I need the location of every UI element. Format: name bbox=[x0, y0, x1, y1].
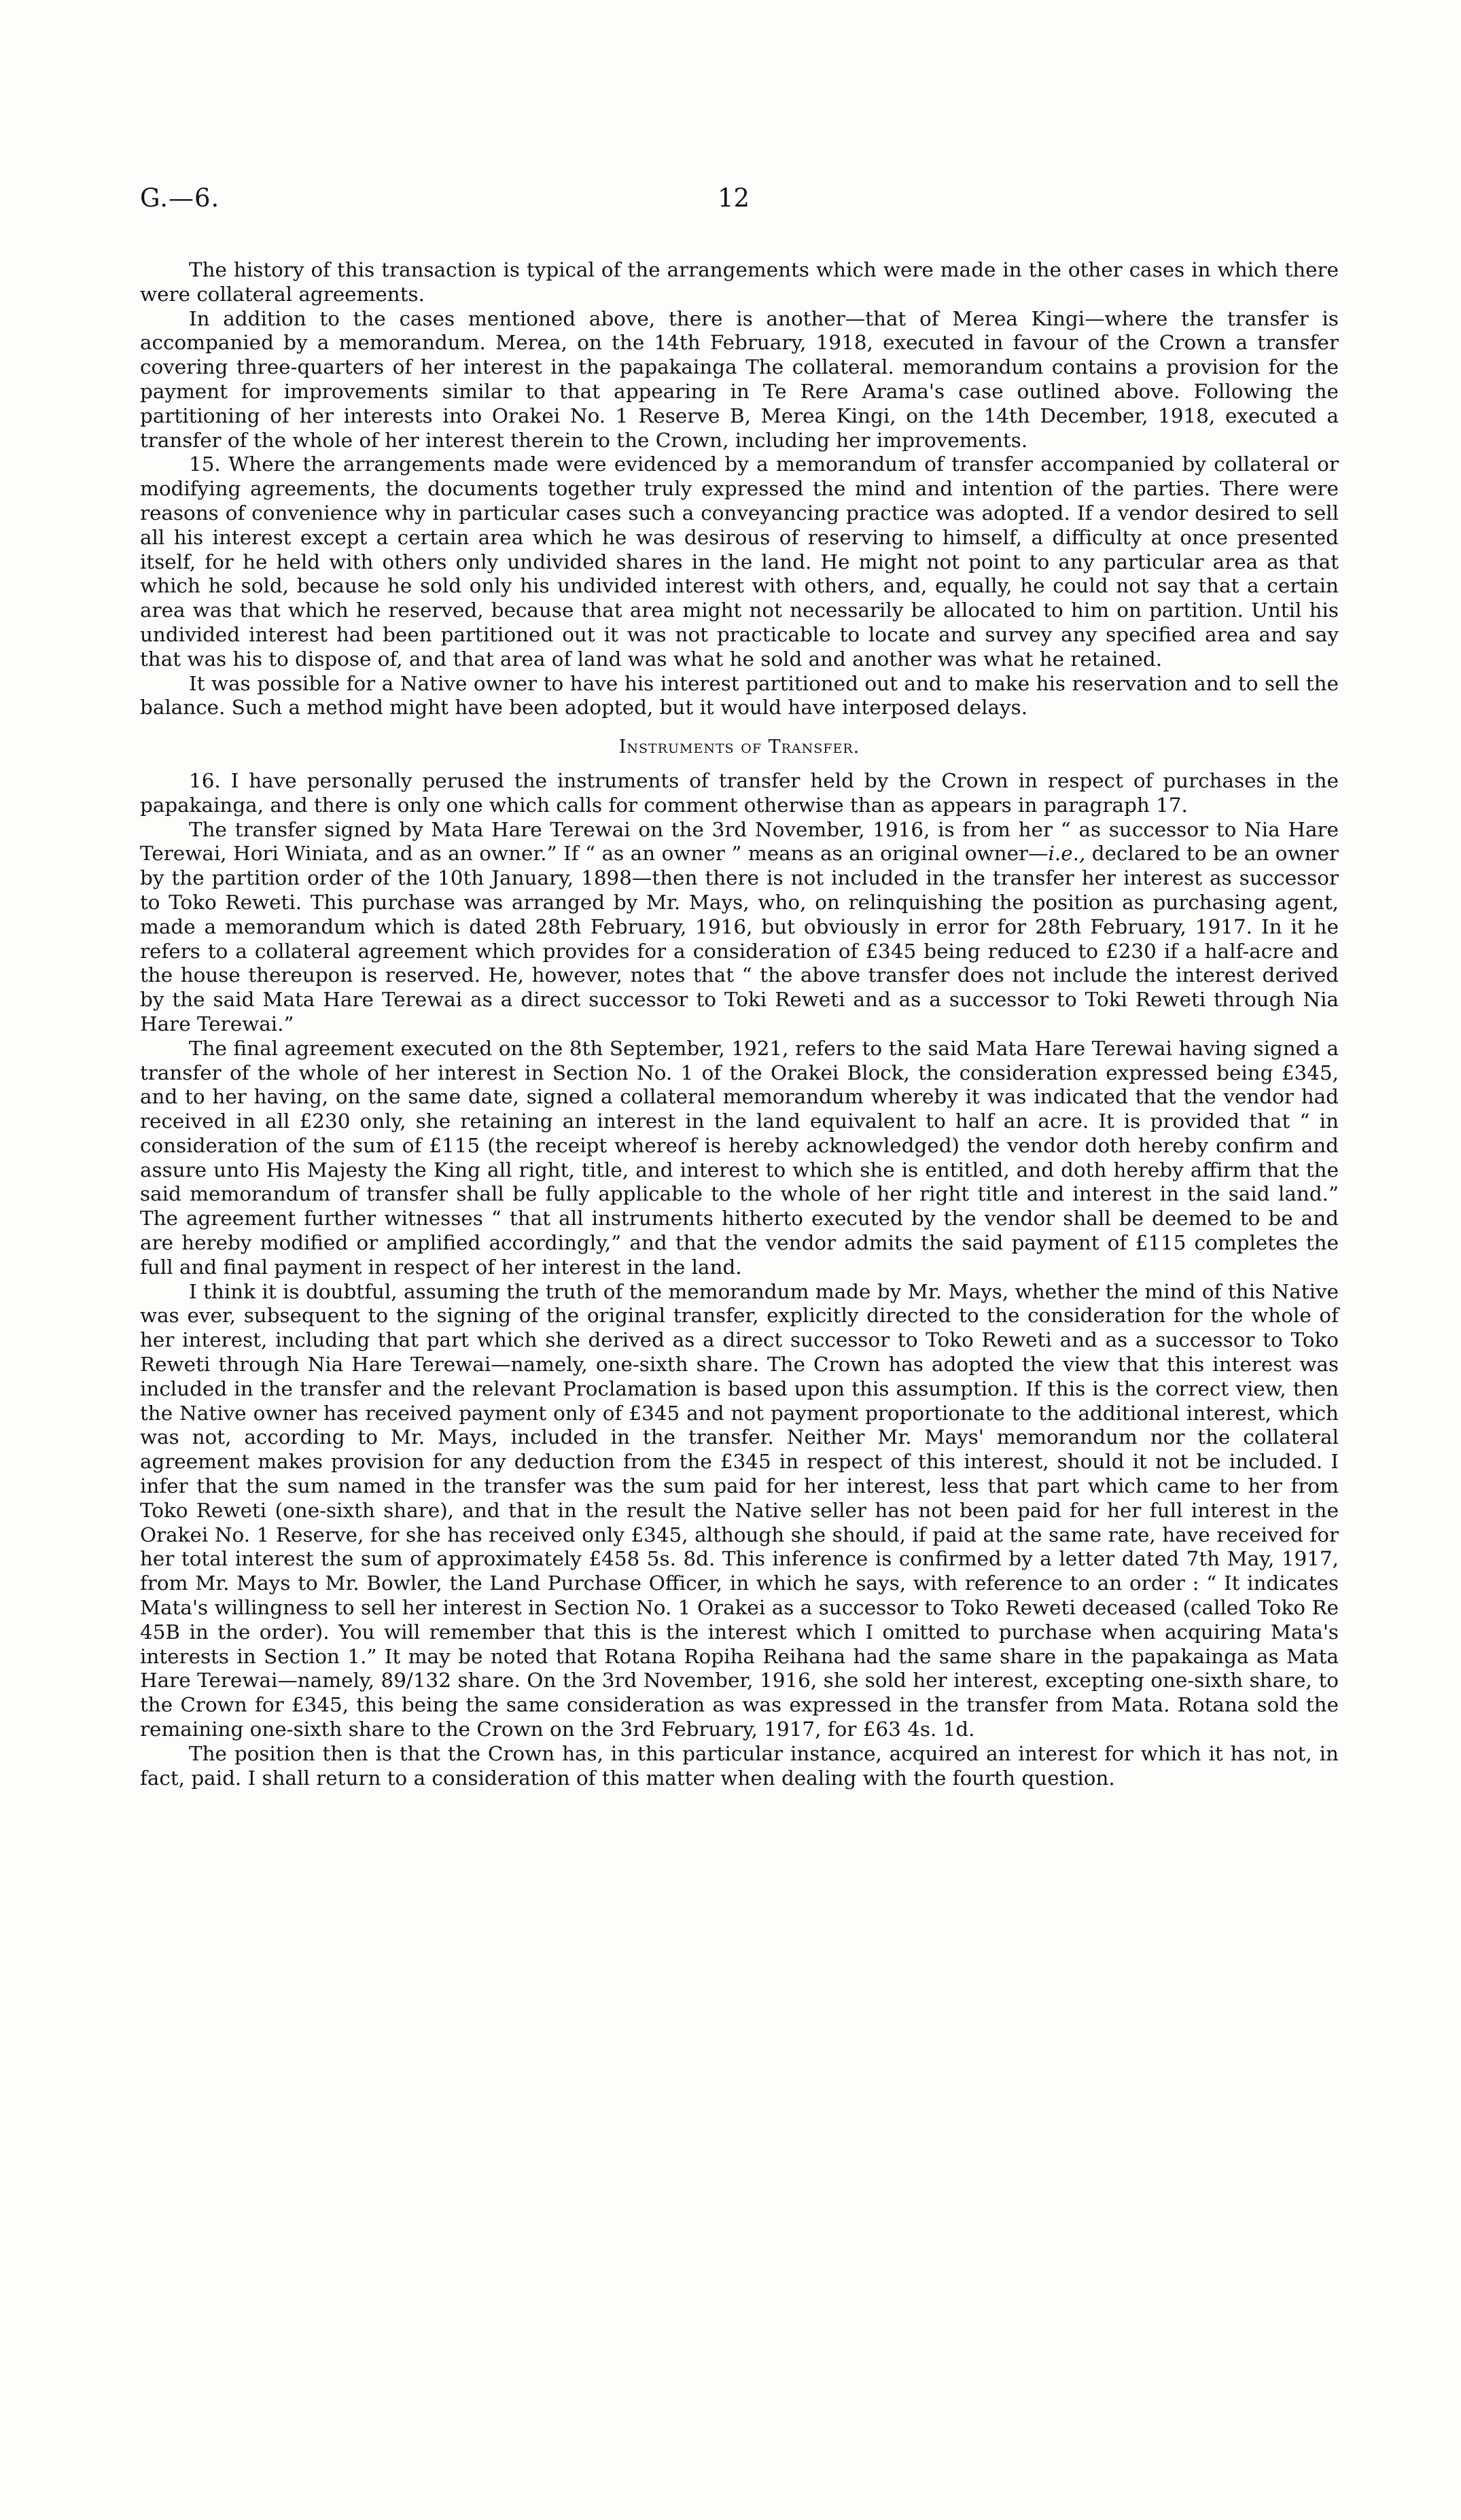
section-heading: Instruments of Transfer. bbox=[618, 737, 860, 758]
paragraph-text: The transfer signed by Mata Hare Terewai on the 3rd November, 1916, is from her “ as successor to Nia Hare Terewai, Hori Winiata, and as an owner.” If “ as an owner ” means as an original owner— bbox=[140, 817, 1339, 866]
italic-abbreviation: i.e., bbox=[1048, 842, 1086, 866]
paragraph: The final agreement executed on the 8th September, 1921, refers to the said Mata Hare Terewai having signed a transfer of the whole of her interest in Section No. 1 of the Orakei Block, the consideration expressed being £345, and to her having, on the same date, signed a collateral memorandum whereby it was indicated that the vendor had received in all £230 only, she retaining an interest in the land equivalent to half an acre. It is provided that “ in consideration of the sum of £115 (the receipt whereof is hereby acknowledged) the vendor doth hereby confirm and assure unto His Majesty the King all right, title, and interest to which she is entitled, and doth hereby affirm that the said memorandum of transfer shall be fully applicable to the whole of her right title and interest in the said land.” The agreement further witnesses “ that all instruments hitherto executed by the vendor shall be deemed to be and are hereby modified or amplified accordingly,” and that the vendor admits the said payment of £115 completes the full and final payment in respect of her interest in the land. bbox=[140, 1036, 1339, 1279]
paragraph: It was possible for a Native owner to have his interest partitioned out and to make his reservation and to sell the balance. Such a method might have been adopted, but it would have interposed delays. bbox=[140, 671, 1339, 720]
paragraph: I think it is doubtful, assuming the truth of the memorandum made by Mr. Mays, whether the mind of this Native was ever, subsequent to the signing of the original transfer, explicitly directed to the consideration for the whole of her interest, including that part which she derived as a direct successor to Toko Reweti and as a successor to Toko Reweti through Nia Hare Terewai—namely, one-sixth share. The Crown has adopted the view that this interest was included in the transfer and the relevant Proclamation is based upon this assumption. If this is the correct view, then the Native owner has received payment only of £345 and not payment proportionate to the additional interest, which was not, according to Mr. Mays, included in the transfer. Neither Mr. Mays' memorandum nor the collateral agreement makes provision for any deduction from the £345 in respect of this interest, should it not be included. I infer that the sum named in the transfer was the sum paid for her interest, less that part which came to her from Toko Reweti (one-sixth share), and that in the result the Native seller has not been paid for her full interest in the Orakei No. 1 Reserve, for she has received only £345, although she should, if paid at the same rate, have received for her total interest the sum of approximately £458 5s. 8d. This inference is confirmed by a letter dated 7th May, 1917, from Mr. Mays to Mr. Bowler, the Land Purchase Officer, in which he says, with reference to an order : “ It indicates Mata's willingness to sell her interest in Section No. 1 Orakei as a successor to Toko Reweti deceased (called Toko Re 45B in the order). You will remember that this is the interest which I omitted to purchase when acquiring Mata's interests in Section 1.” It may be noted that Rotana Ropiha Reihana had the same share in the papakainga as Mata Hare Terewai—namely, 89/132 share. On the 3rd November, 1916, she sold her interest, excepting one-sixth share, to the Crown for £345, this being the same consideration as was expressed in the transfer from Mata. Rotana sold the remaining one-sixth share to the Crown on the 3rd February, 1917, for £63 4s. 1d. bbox=[140, 1279, 1339, 1741]
page-number: 12 bbox=[718, 183, 750, 213]
body-text bbox=[140, 258, 1339, 1790]
paragraph: In addition to the cases mentioned above, there is another—that of Merea Kingi—where the transfer is accompanied by a memorandum. Merea, on the 14th February, 1918, executed in favour of the Crown a transfer covering three-quarters of her interest in the papakainga The collateral. memorandum contains a provision for the payment for improvements similar to that appearing in Te Rere Arama's case outlined above. Following the partitioning of her interests into Orakei No. 1 Reserve B, Merea Kingi, on the 14th December, 1918, executed a transfer of the whole of her interest therein to the Crown, including her improvements. bbox=[140, 306, 1339, 452]
page-header bbox=[140, 183, 1339, 224]
paragraph: The position then is that the Crown has, in this particular instance, acquired an interest for which it has not, in fact, paid. I shall return to a consideration of this matter when dealing with the fourth question. bbox=[140, 1741, 1339, 1790]
paragraph-text: declared to be an owner by the partition order of the 10th January, 1898—then there is not included in the transfer her interest as successor to Toko Reweti. This purchase was arranged by Mr. Mays, who, on relinquishing the position as purchasing agent, made a memorandum which is dated 28th February, 1916, but obviously in error for 28th February, 1917. In it he refers to a collateral agreement which provides for a consideration of £345 being reduced to £230 if a half-acre and the house thereupon is reserved. He, however, notes that “ the above transfer does not include the interest derived by the said Mata Hare Terewai as a direct successor to Toki Reweti and as a successor to Toki Reweti through Nia Hare Terewai.” bbox=[140, 842, 1339, 1035]
paragraph-mata-transfer bbox=[140, 818, 1339, 1037]
document-code: G.—6. bbox=[140, 183, 220, 213]
paragraph: The history of this transaction is typical of the arrangements which were made in the other cases in which there were collateral agreements. bbox=[140, 258, 1339, 306]
paragraph: 15. Where the arrangements made were evidenced by a memorandum of transfer accompanied by collateral or modifying agreements, the documents together truly expressed the mind and intention of the parties. There were reasons of convenience why in particular cases such a conveyancing practice was adopted. If a vendor desired to sell all his interest except a certain area which he was desirous of reserving to himself, a difficulty at once presented itself, for he held with others only undivided shares in the land. He might not point to any particular area as that which he sold, because he sold only his undivided interest with others, and, equally, he could not say that a certain area was that which he reserved, because that area might not necessarily be allocated to him on partition. Until his undivided interest had been partitioned out it was not practicable to locate and survey any specified area and say that was his to dispose of, and that area of land was what he sold and another was what he retained. bbox=[140, 452, 1339, 671]
paragraph-16: 16. I have personally perused the instruments of transfer held by the Crown in respect of purchases in the papakainga, and there is only one which calls for comment otherwise than as appears in paragraph 17. bbox=[140, 768, 1339, 817]
